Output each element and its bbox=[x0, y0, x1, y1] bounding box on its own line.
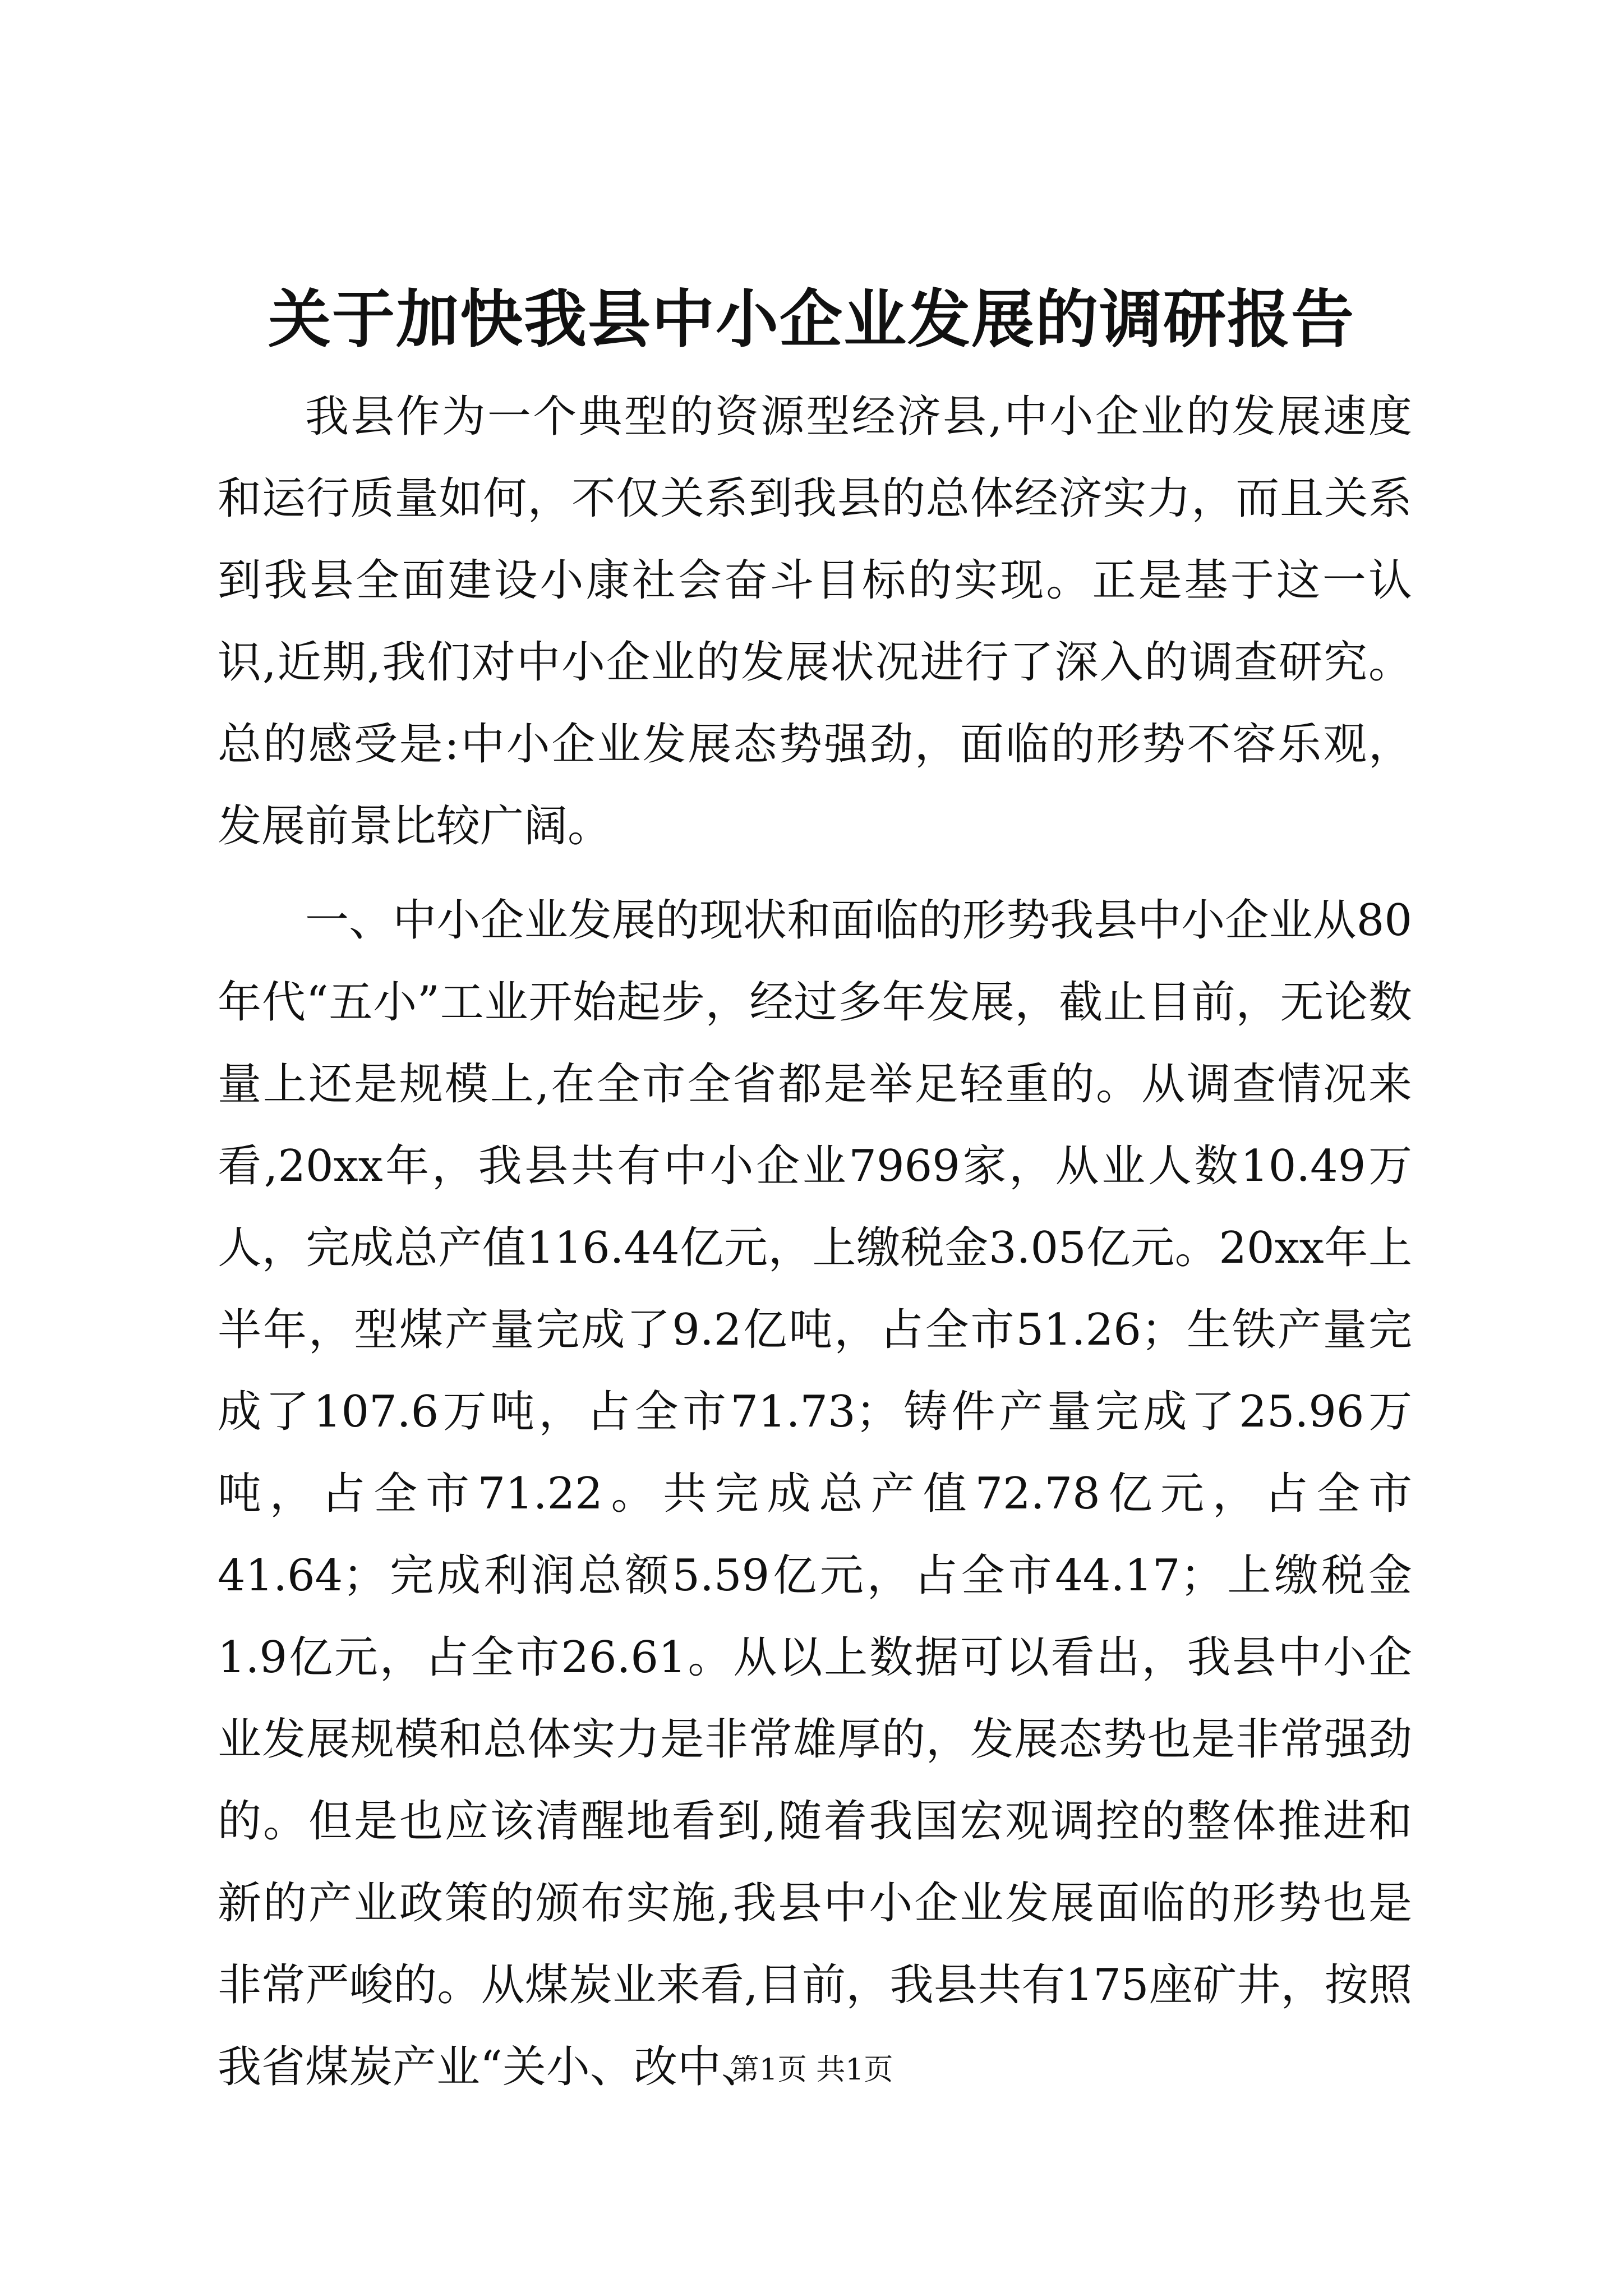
document-body bbox=[218, 376, 1412, 2108]
paragraph-section-one: 一、中小企业发展的现状和面临的形势我县中小企业从80年代“五小”工业开始起步，经过多年发展，截止目前，无论数量上还是规模上,在全市全省都是举足轻重的。从调查情况来看,20xx年，我县共有中小企业7969家，从业人数10.49万人，完成总产值116.44亿元，上缴税金3.05亿元。20xx年上半年，型煤产量完成了9.2亿吨，占全市51.26；生铁产量完成了107.6万吨，占全市71.73；铸件产量完成了25.96万吨，占全市71.22。共完成总产值72.78亿元，占全市41.64；完成利润总额5.59亿元，占全市44.17；上缴税金1.9亿元，占全市26.61。从以上数据可以看出，我县中小企业发展规模和总体实力是非常雄厚的，发展态势也是非常强劲的。但是也应该清醒地看到,随着我国宏观调控的整体推进和新的产业政策的颁布实施,我县中小企业发展面临的形势也是非常严峻的。从煤炭业来看,目前，我县共有175座矿井，按照我省煤炭产业“关小、改中、 bbox=[218, 895, 1412, 2092]
document-title: 关于加快我县中小企业发展的调研报告 bbox=[268, 283, 1355, 356]
paragraph-intro: 我县作为一个典型的资源型经济县,中小企业的发展速度和运行质量如何，不仅关系到我县的总体经济实力，而且关系到我县全面建设小康社会奋斗目标的实现。正是基于这一认识,近期,我们对中小企业的发展状况进行了深入的调查研究。总的感受是:中小企业发展态势强劲，面临的形势不容乐观，发展前景比较广阔。 bbox=[218, 392, 1412, 852]
page-number-footer: 第1页 共1页 bbox=[730, 2053, 893, 2087]
